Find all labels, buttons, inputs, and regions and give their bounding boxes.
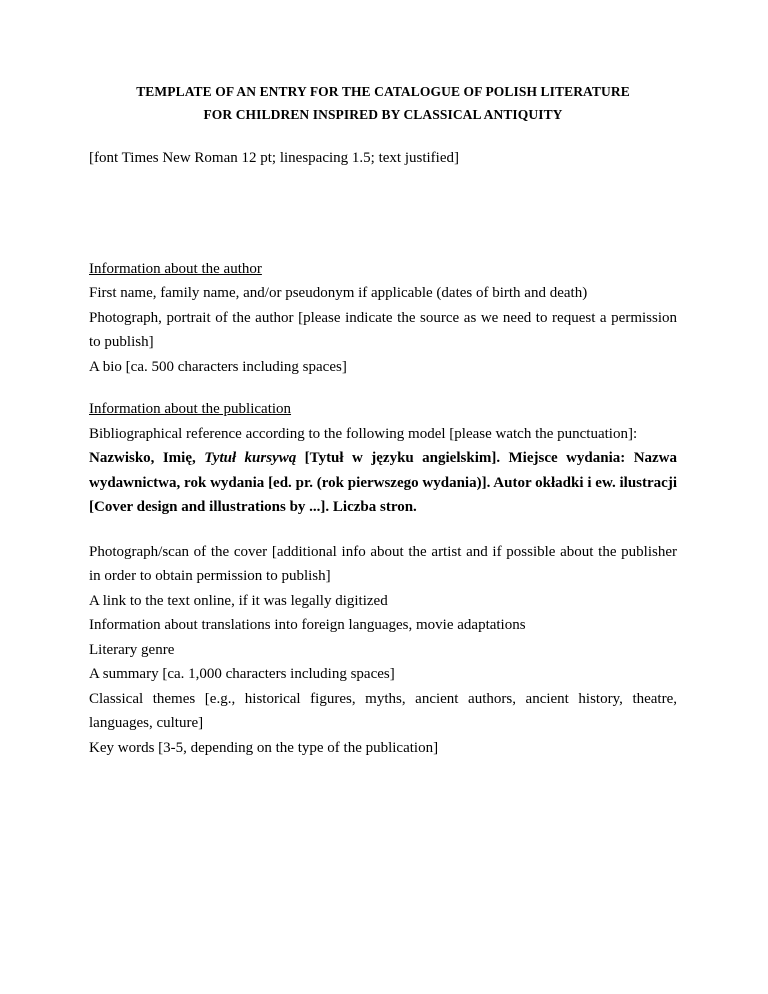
publication-items <box>89 540 677 761</box>
bibliographical-reference-intro: Bibliographical reference according to the following model [please watch the punctuation]: <box>89 425 638 442</box>
bib-model-part-2: [Tytuł w języku angielskim]. Miejsce wydania: Nazwa wydawnictwa, rok wydania [ed. pr. (rok pierwszego wydania)]. Autor okładki i ew. ilustracji [Cover design and illustrations by ...]. Liczba stron. <box>89 450 678 515</box>
publication-section-heading: Information about the publication <box>89 401 292 417</box>
document-body <box>89 80 677 760</box>
author-section <box>89 257 677 380</box>
author-item-bio: A bio [ca. 500 characters including spaces] <box>89 358 347 375</box>
author-section-heading: Information about the author <box>89 260 262 277</box>
bib-model-part-1: Nazwisko, Imię, <box>89 450 205 466</box>
publication-item-literary-genre: Literary genre <box>89 641 175 658</box>
publication-item-summary: A summary [ca. 1,000 characters including spaces] <box>89 666 395 682</box>
publication-item-cover-scan: Photograph/scan of the cover [additional info about the artist and if possible about the publisher in order to obtain permission to publish] <box>89 543 677 584</box>
page-title <box>89 80 677 126</box>
publication-item-online-link: A link to the text online, if it was legally digitized <box>89 592 388 609</box>
author-item-photograph: Photograph, portrait of the author [please indicate the source as we need to request a permission to publish] <box>89 309 677 350</box>
title-line-2: FOR CHILDREN INSPIRED BY CLASSICAL ANTIQUITY <box>203 107 563 122</box>
author-item-name: First name, family name, and/or pseudonym if applicable (dates of birth and death) <box>89 285 588 301</box>
bibliographical-reference-model <box>89 446 677 520</box>
title-line-1: TEMPLATE OF AN ENTRY FOR THE CATALOGUE OF POLISH LITERATURE <box>136 84 630 99</box>
publication-item-key-words: Key words [3-5, depending on the type of the publication] <box>89 739 439 756</box>
publication-item-translations: Information about translations into foreign languages, movie adaptations <box>89 617 526 633</box>
formatting-note: [font Times New Roman 12 pt; linespacing 1.5; text justified] <box>89 150 459 166</box>
publication-section <box>89 397 677 760</box>
bib-model-title-italic: Tytuł kursywą <box>204 450 297 466</box>
publication-item-classical-themes: Classical themes [e.g., historical figures, myths, ancient authors, ancient history, theatre, languages, culture] <box>89 690 677 731</box>
